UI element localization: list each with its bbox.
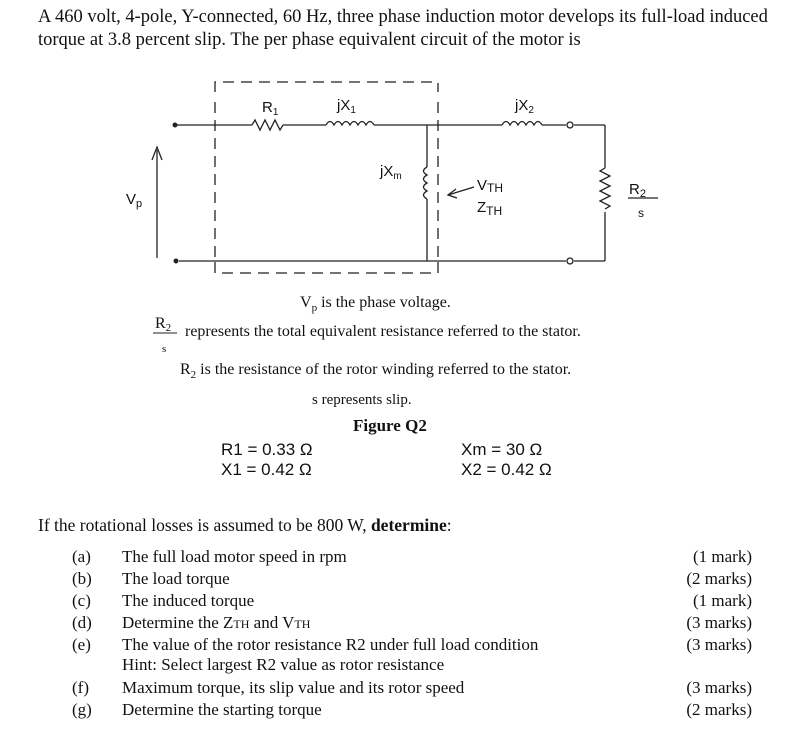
xm-label: $jX_m$ [380,163,402,182]
param-x1: X1 = 0.42 Ω [221,460,312,479]
question-item-d: (d) Determine the ZTH and VTH (3 marks) [72,613,752,632]
terminal-bottom-left [174,259,179,264]
note-r2s: represents the total equivalent resistance referred to the stator. [185,323,581,340]
thevenin-dashed-box [215,82,438,273]
r2-over-s-label-num: $R_2$ [629,181,646,200]
vp-label: $V_p$ [126,191,143,210]
param-r1: R1 = 0.33 Ω [221,440,313,459]
zth-label: $Z_{TH}$ [477,199,503,218]
question-item-b: (b) The load torque (2 marks) [72,569,752,588]
question-item-c: (c) The induced torque (1 mark) [72,591,752,610]
note-r2s-denominator: s [162,343,167,355]
r1-label: $R_1$ [262,99,279,118]
x2-label: $jX_2$ [515,97,534,116]
question-item-g: (g) Determine the starting torque (2 marks) [72,700,752,719]
terminal-top-left [173,123,178,128]
question-item-e: (e) The value of the rotor resistance R2 under full load condition (3 marks) [72,635,752,654]
question-lead: If the rotational losses is assumed to be 800 W, determine: [38,515,452,535]
param-xm: Xm = 30 Ω [461,440,543,459]
note-vp: $V_p$ is the phase voltage. [300,294,451,314]
x1-inductor [326,122,374,126]
param-x2: X2 = 0.42 Ω [461,460,552,479]
x2-inductor [502,122,542,126]
terminal-bottom-right [567,258,573,264]
question-hint: Hint: Select largest R2 value as rotor resistance [122,655,445,674]
r2-over-s-resistor [600,168,610,209]
problem-intro: A 460 volt, 4-pole, Y-connected, 60 Hz, three phase induction motor develops its full-load induced torque at 3.8 percent slip. The per phase equivalent circuit of the motor is [38,7,768,50]
figure-caption: Figure Q2 [353,416,427,435]
note-r2: $R_2$ is the resistance of the rotor winding referred to the stator. [180,361,572,381]
terminal-top-right [567,122,573,128]
vth-label: VTH [477,177,504,195]
note-s: s represents slip. [312,392,412,408]
x1-label: $jX_1$ [337,97,356,116]
vth-arrow [448,187,474,195]
question-item-f: (f) Maximum torque, its slip value and its rotor speed (3 marks) [72,678,752,697]
r1-resistor [252,120,283,130]
question-item-a: (a) The full load motor speed in rpm (1 mark) [72,547,752,566]
note-r2s-fraction: R2 [155,315,172,334]
xm-inductor [424,167,428,199]
r2-over-s-label-den: s [638,206,644,220]
